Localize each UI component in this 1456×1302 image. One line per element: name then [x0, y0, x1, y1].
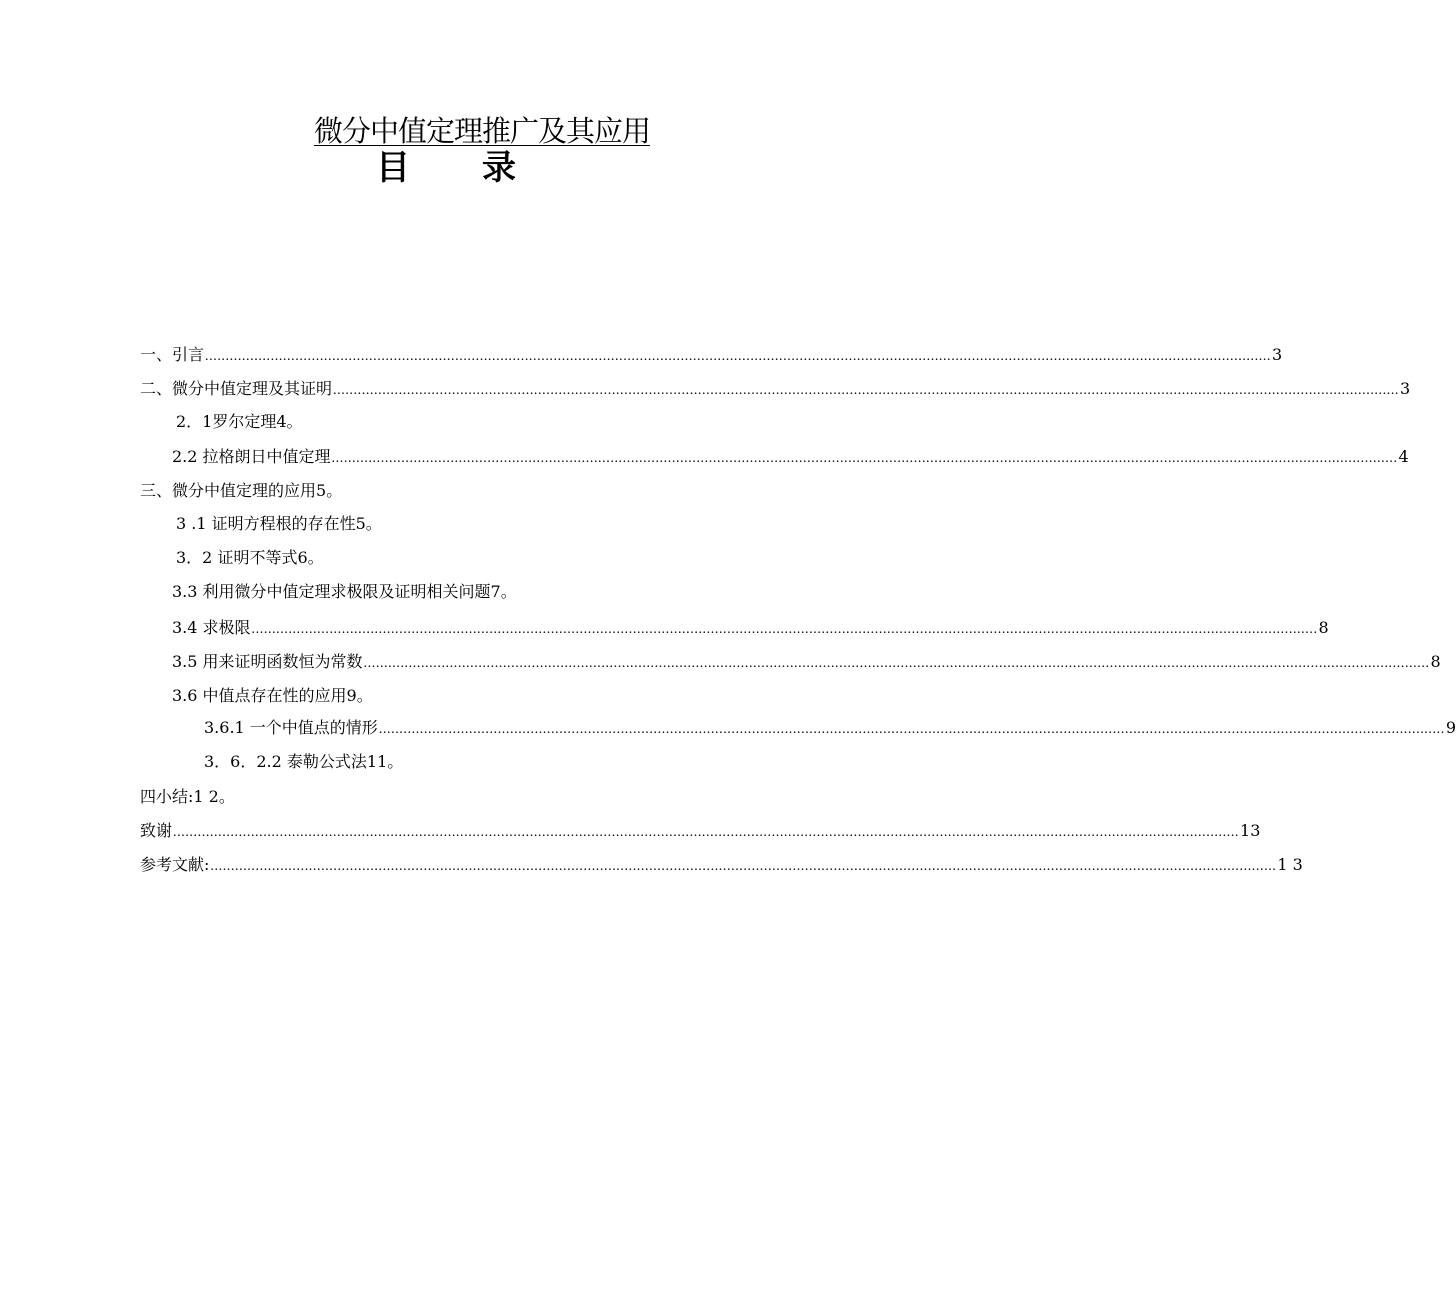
toc-entry-label: 2.2 拉格朗日中值定理 — [172, 447, 331, 466]
toc-entry-label: 3 .1 证明方程根的存在性 — [176, 514, 356, 533]
toc-entry-label: 3.4 求极限 — [172, 618, 251, 637]
toc-entry-label: 3.6.1 一个中值点的情形 — [204, 718, 378, 737]
toc-entry[interactable] — [204, 751, 403, 773]
toc-dot-leader: .................................................................................................................................................................................................................................................................... — [331, 451, 1398, 466]
toc-entry[interactable] — [140, 378, 1411, 402]
toc-dot-leader: .................................................................................................................................................................................................................................................................... — [378, 722, 1445, 737]
toc-entry-page-number: 5。 — [355, 514, 382, 533]
toc-heading-char-1: 目 — [376, 148, 410, 188]
toc-dot-leader: .................................................................................................................................................................................................................................................................... — [251, 622, 1318, 637]
toc-entry-label: 致谢 — [140, 821, 173, 840]
toc-entry-page-number: 13 — [1240, 821, 1261, 840]
toc-dot-leader: .................................................................................................................................................................................................................................................................... — [210, 859, 1277, 874]
toc-entry-page-number: 9 — [1445, 718, 1456, 737]
toc-entry-page-number: 1 2。 — [193, 787, 235, 806]
toc-entry[interactable] — [172, 446, 1409, 470]
toc-entry-label: 参考文献: — [140, 855, 210, 874]
toc-dot-leader: .................................................................................................................................................................................................................................................................... — [205, 349, 1272, 364]
toc-entry[interactable] — [176, 547, 324, 569]
toc-entry[interactable] — [140, 820, 1261, 844]
toc-entry[interactable] — [172, 581, 517, 603]
toc-entry-label: 3.5 用来证明函数恒为常数 — [172, 652, 363, 671]
toc-entry-label: 3．2 证明不等式 — [176, 548, 298, 567]
toc-entry[interactable] — [176, 513, 382, 535]
toc-dot-leader: .................................................................................................................................................................................................................................................................... — [173, 825, 1240, 840]
toc-entry-label: 一、引言 — [140, 345, 205, 364]
toc-entry-label: 3.6 中值点存在性的应用 — [172, 686, 347, 705]
toc-dot-leader: .................................................................................................................................................................................................................................................................... — [363, 656, 1430, 671]
toc-entry-page-number: 3 — [1272, 345, 1283, 364]
toc-entry-page-number: 3 — [1400, 379, 1411, 398]
toc-entry-page-number: 8 — [1318, 618, 1329, 637]
toc-entry-page-number: 8 — [1430, 652, 1441, 671]
toc-entry-label: 3．6．2.2 泰勒公式法 — [204, 752, 367, 771]
toc-entry-page-number: 5。 — [316, 481, 343, 500]
toc-entry[interactable] — [176, 411, 303, 433]
toc-entry-label: 3.3 利用微分中值定理求极限及证明相关问题 — [172, 582, 491, 601]
toc-entry-page-number: 6。 — [297, 548, 324, 567]
toc-entry[interactable] — [172, 651, 1441, 675]
toc-entry-page-number: 11。 — [366, 752, 404, 771]
toc-entry[interactable] — [204, 717, 1456, 741]
toc-entry-page-number: 7。 — [490, 582, 517, 601]
toc-entry-page-number: 9。 — [346, 686, 373, 705]
toc-entry[interactable] — [140, 344, 1283, 368]
toc-dot-leader: .................................................................................................................................................................................................................................................................... — [333, 383, 1400, 398]
toc-entry-label: 四小结: — [140, 787, 194, 806]
toc-heading-char-2: 录 — [482, 148, 516, 188]
document-title-text: 微分中值定理推广及其应用 — [313, 114, 650, 148]
toc-entry[interactable] — [140, 786, 235, 808]
toc-entry-page-number: 4 — [1398, 447, 1409, 466]
toc-entry[interactable] — [172, 685, 373, 707]
toc-entry[interactable] — [140, 854, 1303, 878]
toc-entry-label: 2．1罗尔定理 — [176, 412, 277, 431]
toc-entry-label: 二、微分中值定理及其证明 — [140, 379, 333, 398]
toc-entry[interactable] — [140, 480, 342, 502]
toc-entry[interactable] — [172, 617, 1329, 641]
toc-entry-page-number: 1 3 — [1277, 855, 1303, 874]
toc-entry-page-number: 4。 — [276, 412, 303, 431]
toc-entry-label: 三、微分中值定理的应用 — [140, 481, 317, 500]
